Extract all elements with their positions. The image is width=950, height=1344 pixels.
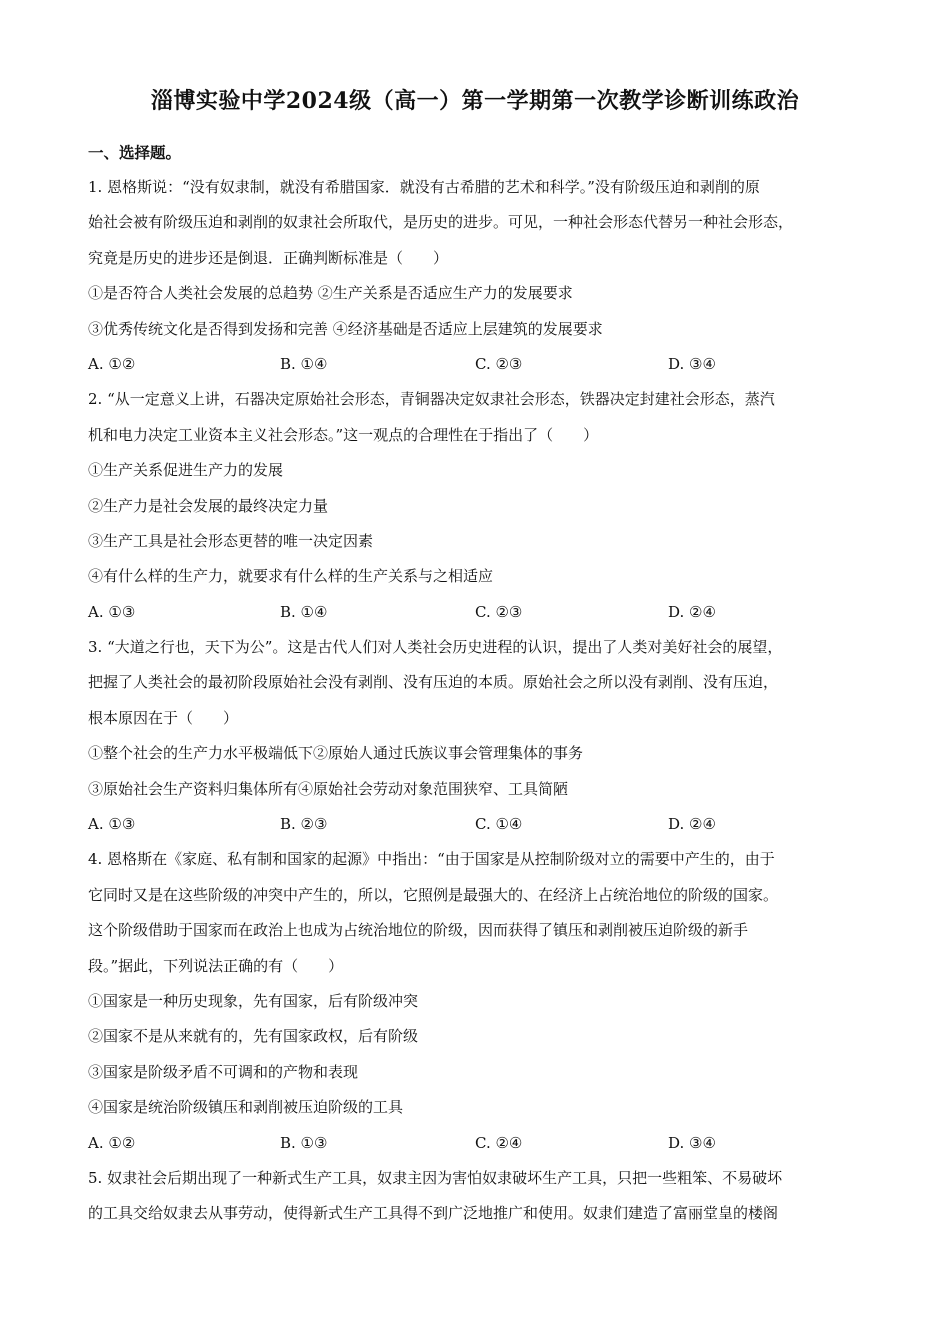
question-text-line: 2. “从一定意义上讲，石器决定原始社会形态，青铜器决定奴隶社会形态，铁器决定封建社会形态，蒸汽	[88, 390, 775, 409]
question-text-line: ③生产工具是社会形态更替的唯一决定因素	[88, 531, 374, 550]
answer-option: B. ①③	[280, 1133, 328, 1152]
answer-option: B. ①④	[280, 602, 328, 621]
question-2	[88, 382, 868, 630]
answer-option: D. ②④	[668, 602, 716, 621]
answer-option: A. ①③	[88, 602, 136, 621]
answer-option: B. ②③	[280, 815, 328, 834]
question-text-line: ③国家是阶级矛盾不可调和的产物和表现	[88, 1062, 359, 1081]
document-title: 淄博实验中学2024级（高一）第一学期第一次教学诊断训练政治	[150, 88, 800, 114]
answer-option: D. ②④	[668, 815, 716, 834]
question-text-line: ①整个社会的生产力水平极端低下②原始人通过氏族议事会管理集体的事务	[88, 744, 584, 763]
question-text-line: ①生产关系促进生产力的发展	[88, 461, 284, 480]
section-heading: 一、选择题。	[88, 143, 182, 162]
answer-option: A. ①②	[88, 354, 136, 373]
question-text-line: 它同时又是在这些阶级的冲突中产生的，所以，它照例是最强大的、在经济上占统治地位的阶级的国家。	[88, 885, 779, 904]
answer-options	[88, 347, 868, 382]
question-text-line: 5. 奴隶社会后期出现了一种新式生产工具，奴隶主因为害怕奴隶破坏生产工具，只把一些粗笨、不易破坏	[88, 1168, 783, 1187]
question-text-line: 的工具交给奴隶去从事劳动，使得新式生产工具得不到广泛地推广和使用。奴隶们建造了富丽堂皇的楼阁	[88, 1204, 779, 1223]
answer-option: C. ①④	[475, 815, 523, 834]
question-text-line: ③原始社会生产资料归集体所有④原始社会劳动对象范围狭窄、工具简陋	[88, 779, 569, 798]
question-text-line: ④国家是统治阶级镇压和剥削被压迫阶级的工具	[88, 1098, 404, 1117]
answer-option: A. ①③	[88, 815, 136, 834]
answer-options	[88, 1126, 868, 1161]
question-list	[88, 170, 868, 1232]
question-text-line: 这个阶级借助于国家而在政治上也成为占统治地位的阶级，因而获得了镇压和剥削被压迫阶级的新手	[88, 921, 749, 940]
question-1	[88, 170, 868, 382]
answer-option: A. ①②	[88, 1133, 136, 1152]
question-text-line: ②国家不是从来就有的，先有国家政权，后有阶级	[88, 1027, 419, 1046]
question-3	[88, 630, 868, 842]
question-text-line: ③优秀传统文化是否得到发扬和完善 ④经济基础是否适应上层建筑的发展要求	[88, 319, 603, 338]
question-text-line: 把握了人类社会的最初阶段原始社会没有剥削、没有压迫的本质。原始社会之所以没有剥削、没有压迫，	[88, 673, 779, 692]
question-text-line: 究竟是历史的进步还是倒退．正确判断标准是（ ）	[88, 248, 449, 267]
question-5	[88, 1161, 868, 1232]
answer-option: C. ②③	[475, 602, 523, 621]
answer-options	[88, 595, 868, 630]
answer-option: B. ①④	[280, 354, 328, 373]
question-text-line: 3. “大道之行也，天下为公”。这是古代人们对人类社会历史进程的认识，提出了人类对美好社会的展望，	[88, 638, 783, 657]
question-text-line: ①国家是一种历史现象，先有国家，后有阶级冲突	[88, 991, 419, 1010]
question-text-line: 根本原因在于（ ）	[88, 708, 239, 727]
question-text-line: ②生产力是社会发展的最终决定力量	[88, 496, 329, 515]
question-text-line: 段。”据此，下列说法正确的有（ ）	[88, 956, 344, 975]
question-4	[88, 842, 868, 1161]
answer-option: C. ②③	[475, 354, 523, 373]
answer-option: D. ③④	[668, 1133, 716, 1152]
answer-options	[88, 807, 868, 842]
question-text-line: 机和电力决定工业资本主义社会形态。”这一观点的合理性在于指出了（ ）	[88, 425, 599, 444]
question-text-line: 1. 恩格斯说：“没有奴隶制，就没有希腊国家．就没有古希腊的艺术和科学。”没有阶级压迫和剥削的原	[88, 178, 760, 196]
answer-option: D. ③④	[668, 354, 716, 373]
question-text-line: ④有什么样的生产力，就要求有什么样的生产关系与之相适应	[88, 567, 494, 586]
question-text-line: 始社会被有阶级压迫和剥削的奴隶社会所取代，是历史的进步。可见，一种社会形态代替另一种社会形态，	[88, 213, 794, 232]
question-text-line: 4. 恩格斯在《家庭、私有制和国家的起源》中指出：“由于国家是从控制阶级对立的需要中产生的，由于	[88, 850, 775, 869]
answer-option: C. ②④	[475, 1133, 523, 1152]
question-text-line: ①是否符合人类社会发展的总趋势 ②生产关系是否适应生产力的发展要求	[88, 284, 573, 303]
